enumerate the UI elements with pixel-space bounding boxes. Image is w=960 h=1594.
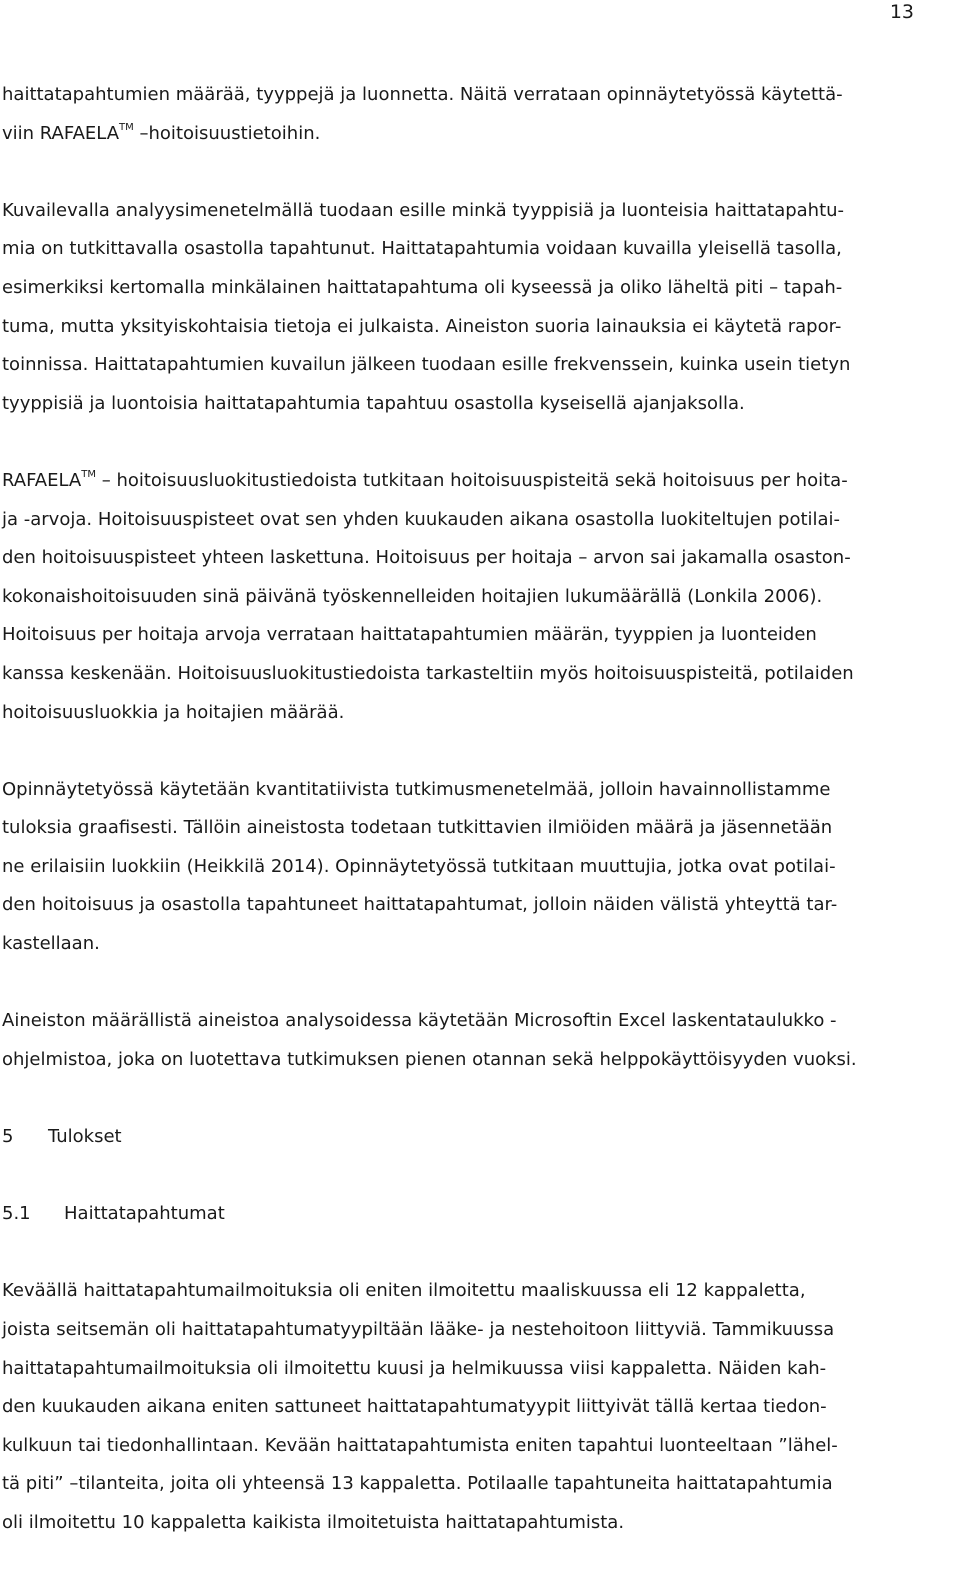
text-line (2, 462, 944, 501)
text-line: ne erilaisiin luokkiin (Heikkilä 2014). Opinnäytetyössä tutkitaan muuttujia, jotka ovat potilai- (2, 855, 836, 877)
text-line: kokonaishoitoisuuden sinä päivänä työskennelleiden hoitajien lukumäärällä (Lonkila 2006). (2, 585, 823, 607)
text-line: kanssa keskenään. Hoitoisuusluokitustiedoista tarkasteltiin myös hoitoisuuspisteitä, potilaiden (2, 662, 854, 684)
text-line: ohjelmistoa, joka on luotettava tutkimuksen pienen otannan sekä helppokäyttöisyyden vuoksi. (2, 1048, 857, 1070)
text-line: haittatapahtumien määrää, tyyppejä ja luonnetta. Näitä verrataan opinnäytetyössä käytettä- (2, 84, 843, 105)
text-line: hoitoisuusluokkia ja hoitajien määrää. (2, 701, 345, 723)
text-line: ja -arvoja. Hoitoisuuspisteet ovat sen yhden kuukauden aikana osastolla luokiteltujen potilai- (2, 508, 841, 530)
rafaela-term: viin RAFAELA (2, 122, 120, 144)
text-line: tä piti” –tilanteita, joita oli yhteensä 13 kappaletta. Potilaalle tapahtuneita haittatapahtumia (2, 1473, 833, 1495)
section-title: Tulokset (48, 1126, 122, 1148)
paragraph-results (2, 1272, 944, 1542)
text-fragment: –hoitoisuustietoihin. (139, 122, 321, 144)
text-line: kulkuun tai tiedonhallintaan. Kevään haittatapahtumista eniten tapahtui luonteeltaan ”lähel- (2, 1434, 838, 1456)
document-body (2, 76, 944, 1543)
paragraph-2 (2, 192, 944, 424)
text-line: tuloksia graafisesti. Tällöin aineistosta todetaan tutkittavien ilmiöiden määrä ja jäsennetään (2, 817, 833, 839)
paragraph-1 (2, 76, 944, 153)
text-line: esimerkiksi kertomalla minkälainen haittatapahtuma oli kyseessä ja oliko läheltä piti – tapah- (2, 276, 843, 298)
text-line: kastellaan. (2, 933, 100, 955)
text-line: joista seitsemän oli haittatapahtumatyypiltään lääke- ja nestehoitoon liittyviä. Tammikuussa (2, 1319, 835, 1340)
text-line (2, 115, 944, 154)
text-line: den hoitoisuus ja osastolla tapahtuneet haittatapahtumat, jolloin näiden välistä yhteyttä tar- (2, 894, 838, 916)
paragraph-4 (2, 771, 944, 964)
paragraph-5 (2, 1002, 944, 1079)
text-line: Opinnäytetyössä käytetään kvantitatiivista tutkimusmenetelmää, jolloin havainnollistamme (2, 778, 831, 800)
paragraph-3 (2, 462, 944, 732)
rafaela-term: RAFAELA (2, 469, 82, 491)
text-line: tuma, mutta yksityiskohtaisia tietoja ei julkaista. Aineiston suoria lainauksia ei käytetä rapor- (2, 315, 842, 337)
text-fragment: – hoitoisuusluokitustiedoista tutkitaan hoitoisuuspisteitä sekä hoitoisuus per hoita- (101, 469, 848, 491)
page-number: 13 (889, 1, 914, 23)
text-line: Aineiston määrällistä aineistoa analysoidessa käytetään Microsoftin Excel laskentataulukko - (2, 1010, 837, 1032)
text-line: tyyppisiä ja luontoisia haittatapahtumia tapahtuu osastolla kyseisellä ajanjaksolla. (2, 392, 745, 414)
text-line: Keväällä haittatapahtumailmoituksia oli eniten ilmoitettu maaliskuussa eli 12 kappaletta, (2, 1280, 806, 1302)
text-line: den kuukauden aikana eniten sattuneet haittatapahtumatyypit liittyivät tällä kertaa tiedon- (2, 1396, 827, 1418)
subsection-number: 5.1 (2, 1203, 31, 1225)
text-line: den hoitoisuuspisteet yhteen laskettuna. Hoitoisuus per hoitaja – arvon sai jakamalla osaston- (2, 547, 851, 569)
trademark-mark: TM (119, 121, 134, 133)
text-line: oli ilmoitettu 10 kappaletta kaikista ilmoitetuista haittatapahtumista. (2, 1511, 625, 1533)
subsection-title: Haittatapahtumat (64, 1203, 225, 1225)
text-line: haittatapahtumailmoituksia oli ilmoitettu kuusi ja helmikuussa viisi kappaletta. Näiden kah- (2, 1357, 827, 1379)
text-line: toinnissa. Haittatapahtumien kuvailun jälkeen tuodaan esille frekvenssein, kuinka usein tietyn (2, 354, 851, 376)
text-line: mia on tutkittavalla osastolla tapahtunut. Haittatapahtumia voidaan kuvailla yleisellä tasolla, (2, 238, 842, 260)
text-line: Hoitoisuus per hoitaja arvoja verrataan haittatapahtumien määrän, tyyppien ja luonteiden (2, 624, 817, 646)
section-heading (2, 1118, 944, 1157)
text-line: Kuvailevalla analyysimenetelmällä tuodaan esille minkä tyyppisiä ja luonteisia haittatapahtu- (2, 199, 845, 221)
section-number: 5 (2, 1126, 14, 1148)
subsection-heading (2, 1195, 944, 1234)
trademark-mark: TM (81, 468, 96, 480)
